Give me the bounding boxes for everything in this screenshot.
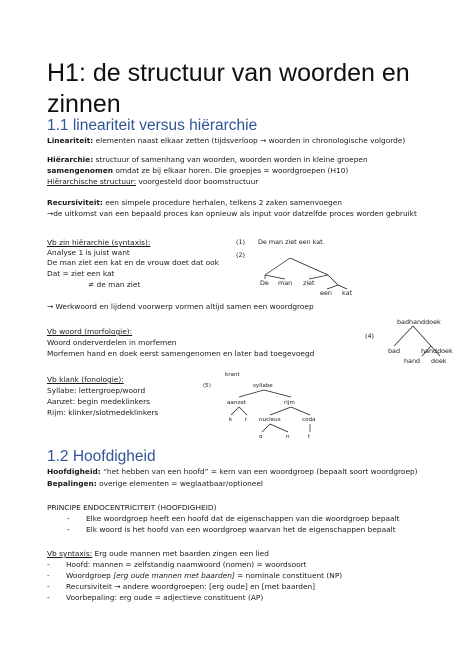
lineariteit-text: elementen naast elkaar zetten (tijdsverloop — [93, 136, 261, 145]
lineariteit-term: Lineariteit: — [47, 136, 94, 145]
vb-zin-line: ≠ de man ziet — [88, 280, 141, 289]
bepalingen-term: Bepalingen: — [47, 479, 97, 488]
vb-klank-heading: Vb klank (fonologie): — [47, 375, 124, 384]
vb-woord-line: Morfemen hand en doek eerst samengenomen en later bad toegevoegd — [47, 349, 315, 358]
tree3-word: r — [245, 417, 248, 423]
hierarchie-term: Hiërarchie: — [47, 155, 94, 164]
list-item-italic: [erg oude mannen met baarden] — [113, 571, 235, 580]
principe-item: Elke woordgroep heeft een hoofd dat de eigenschappen van die woordgroep bepaalt — [86, 514, 400, 523]
list-item: Voorbepaling: erg oude = adjectieve constituent (AP) — [66, 593, 264, 602]
samengenomen-term: samengenomen — [47, 166, 113, 175]
hoofdigheid-line — [47, 466, 418, 477]
hier-structuur-text: voorgesteld door boomstructuur — [136, 177, 259, 186]
tree2-word: bad — [388, 347, 401, 355]
arrow-icon: → — [47, 302, 54, 311]
hoofdigheid-text: “het hebben van een hoofd” = kern van een woordgroep (bepaalt soort woordgroep) — [100, 467, 418, 476]
tree3-word: nucleus — [259, 417, 281, 423]
list-item-part: andere woordgroepen: [erg oude] en [met baarden] — [120, 582, 316, 591]
tree3-word: t — [308, 434, 311, 440]
tree2-word: doek — [431, 357, 447, 365]
vb-zin-line: Dat = ziet een kat — [47, 269, 115, 278]
tree1-number-1: (1) — [236, 238, 246, 246]
recursiviteit-text2: de uitkomst van een bepaald proces kan opnieuw als input voor datzelfde proces worden gebruikt — [53, 209, 417, 218]
recursiviteit-term: Recursiviteit: — [47, 198, 103, 207]
tree1-word: een — [320, 289, 332, 297]
page-title-line2: zinnen — [47, 90, 121, 118]
tree3-word: syllabe — [253, 383, 273, 389]
tree2-word: hand — [404, 357, 421, 365]
vb-syntaxis-label: Vb syntaxis: — [47, 549, 93, 558]
list-item-part: Woordgroep — [66, 571, 114, 580]
lineariteit-text2: woorden in chronologische volgorde) — [266, 136, 406, 145]
list-item-part: Recursiviteit — [66, 582, 115, 591]
vb-klank-line: Rijm: klinker/slotmedeklinkers — [47, 408, 159, 417]
list-bullet: - — [47, 582, 50, 591]
principe-heading: PRINCIPE ENDOCENTRICITEIT (HOOFDIGHEID) — [47, 503, 217, 512]
tree3-word: n — [286, 434, 290, 440]
hier-structuur-label: Hiërarchische structuur: — [47, 177, 137, 186]
list-item: Hoofd: mannen = zelfstandig naamwoord (nomen) = woordsoort — [66, 560, 307, 569]
list-item — [66, 581, 315, 592]
tree3-word: aanzet — [227, 400, 246, 406]
list-bullet: - — [47, 571, 50, 580]
vb-zin-heading: Vb zin hiërarchie (syntaxis): — [47, 238, 151, 247]
vb-woord-heading: Vb woord (morfologie): — [47, 327, 133, 336]
vb-syntaxis-text: Erg oude mannen met baarden zingen een lied — [92, 549, 269, 558]
tree1-number-2: (2) — [236, 251, 246, 259]
vb-zin-line: De man ziet een kat en de vrouw doet dat ook — [47, 258, 219, 267]
hoofdigheid-term: Hoofdigheid: — [47, 467, 101, 476]
werkwoord-text: Werkwoord en lijdend voorwerp vormen altijd samen een woordgroep — [53, 302, 314, 311]
list-bullet: - — [47, 593, 50, 602]
list-bullet: - — [47, 560, 50, 569]
tree1-word: De — [260, 279, 269, 287]
vb-zin-line: Analyse 1 is juist want — [47, 248, 130, 257]
tree1-word: ziet — [303, 279, 315, 287]
tree2-word: badhanddoek — [397, 318, 441, 326]
list-item-part: = nominale constituent (NP) — [234, 571, 343, 580]
tree3-word: ɑ — [259, 434, 263, 440]
principe-bullet: - — [67, 514, 70, 523]
section-heading-1-1: 1.1 lineariteit versus hiërarchie — [47, 117, 258, 134]
hierarchie-text: structuur of samenhang van woorden, woorden worden in kleine groepen — [93, 155, 368, 164]
vb-syntaxis-line — [47, 548, 269, 559]
tree1-word: kat — [342, 289, 353, 297]
principe-bullet: - — [67, 525, 70, 534]
tree3-word: k — [229, 417, 233, 423]
tree3-word: rijm — [284, 400, 295, 406]
page-title-line1: H1: de structuur van woorden en — [47, 59, 410, 87]
arrow-icon: → — [47, 209, 54, 218]
vb-klank-line: Syllabe: lettergroep/woord — [47, 386, 146, 395]
tree3-word: krant — [225, 372, 240, 378]
tree3-number: (5) — [203, 383, 211, 389]
arrow-icon: → — [260, 136, 267, 145]
bepalingen-line — [47, 478, 263, 489]
vb-klank-line: Aanzet: begin medeklinkers — [47, 397, 150, 406]
principe-item: Elk woord is het hoofd van een woordgroep waarvan het de eigenschappen bepaalt — [86, 525, 396, 534]
list-item — [66, 570, 342, 581]
bepalingen-text: overige elementen = weglaatbaar/optioneel — [96, 479, 263, 488]
tree2-word: handdoek — [421, 347, 453, 355]
tree3-word: coda — [302, 417, 316, 423]
tree1-word: man — [278, 279, 293, 287]
vb-woord-line: Woord onderverdelen in morfemen — [47, 338, 177, 347]
recursiviteit-text: een simpele procedure herhalen, telkens 2 zaken samenvoegen — [102, 198, 342, 207]
tree1-sentence: De man ziet een kat. — [258, 238, 325, 246]
tree2-number: (4) — [365, 332, 375, 340]
section-heading-1-2: 1.2 Hoofdigheid — [47, 448, 156, 465]
arrow-icon: → — [114, 582, 121, 591]
samengenomen-text: omdat ze bij elkaar horen. Die groepjes = woordgroepen (H10) — [112, 166, 349, 175]
